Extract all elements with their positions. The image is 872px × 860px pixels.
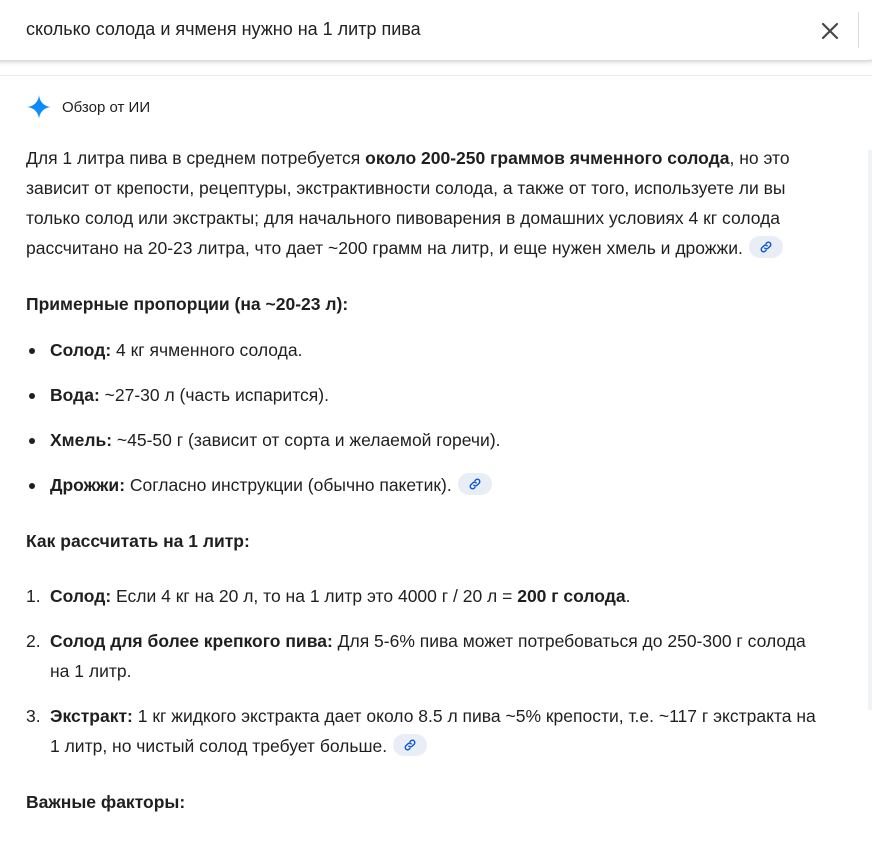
item-text: 4 кг ячменного солода. [111,340,303,360]
item-label: Вода: [50,385,100,405]
step-text: Для 5-6% пива может потребоваться до 250-300 г солода на 1 литр. [50,631,806,681]
step-label: Солод: [50,586,112,606]
factors-heading: Важные факторы: [26,792,186,812]
ai-overview-header [26,94,150,120]
calc-heading: Как рассчитать на 1 литр: [26,531,250,551]
search-input[interactable]: сколько солода и ячменя нужно на 1 литр пива [26,19,421,39]
gemini-sparkle-icon [26,94,52,120]
item-label: Солод: [50,340,112,360]
ai-overview-label: Обзор от ИИ [62,98,151,116]
clear-search-button[interactable] [812,13,848,49]
link-icon [403,738,417,752]
header-divider [0,75,872,76]
intro-bold: около 200-250 граммов ячменного солода [365,148,730,168]
step-number: 3. [26,706,41,726]
intro-text-2: , но это зависит от крепости, рецептуры, экстрактивности солода, а также от того, используете ли вы только солод или экстракты; для начального пивоварения в домашних условиях 4 кг солода рассчитано на 20-23 литра, что дает ~200 грамм на литр, и еще нужен хмель и дрожжи. [26,148,790,258]
source-link-chip[interactable] [749,236,783,258]
list-item [26,701,826,761]
list-item [26,425,826,455]
list-item [26,581,826,611]
ai-overview-content [26,143,826,817]
step-bold-result: 200 г солода [517,586,626,606]
calc-steps-list [26,581,826,761]
list-item [26,626,826,686]
item-text: ~27-30 л (часть испарится). [99,385,329,405]
step-number: 2. [26,631,41,651]
intro-text-1: Для 1 литра пива в среднем потребуется [26,148,366,168]
list-item [26,380,826,410]
scroll-rail [868,150,872,710]
close-icon [820,21,840,41]
link-icon [759,240,773,254]
link-icon [468,477,482,491]
proportions-heading: Примерные пропорции (на ~20-23 л): [26,294,349,314]
list-item [26,470,826,500]
proportions-list [26,335,826,500]
item-label: Дрожжи: [50,475,126,495]
step-tail: . [625,586,631,606]
list-item [26,335,826,365]
step-label: Солод для более крепкого пива: [50,631,333,651]
source-link-chip[interactable] [393,734,427,756]
step-text: 1 кг жидкого экстракта дает около 8.5 л пива ~5% крепости, т.е. ~117 г экстракта на 1 литр, но чистый солод требует больше. [50,706,816,756]
item-text: Согласно инструкции (обычно пакетик). [125,475,452,495]
intro-paragraph [26,143,826,263]
step-number: 1. [26,586,41,606]
source-link-chip[interactable] [458,473,492,495]
item-text: ~45-50 г (зависит от сорта и желаемой горечи). [112,430,501,450]
item-label: Хмель: [50,430,113,450]
step-text: Если 4 кг на 20 л, то на 1 литр это 4000 г / 20 л = [111,586,518,606]
search-divider [858,12,859,48]
step-label: Экстракт: [50,706,133,726]
